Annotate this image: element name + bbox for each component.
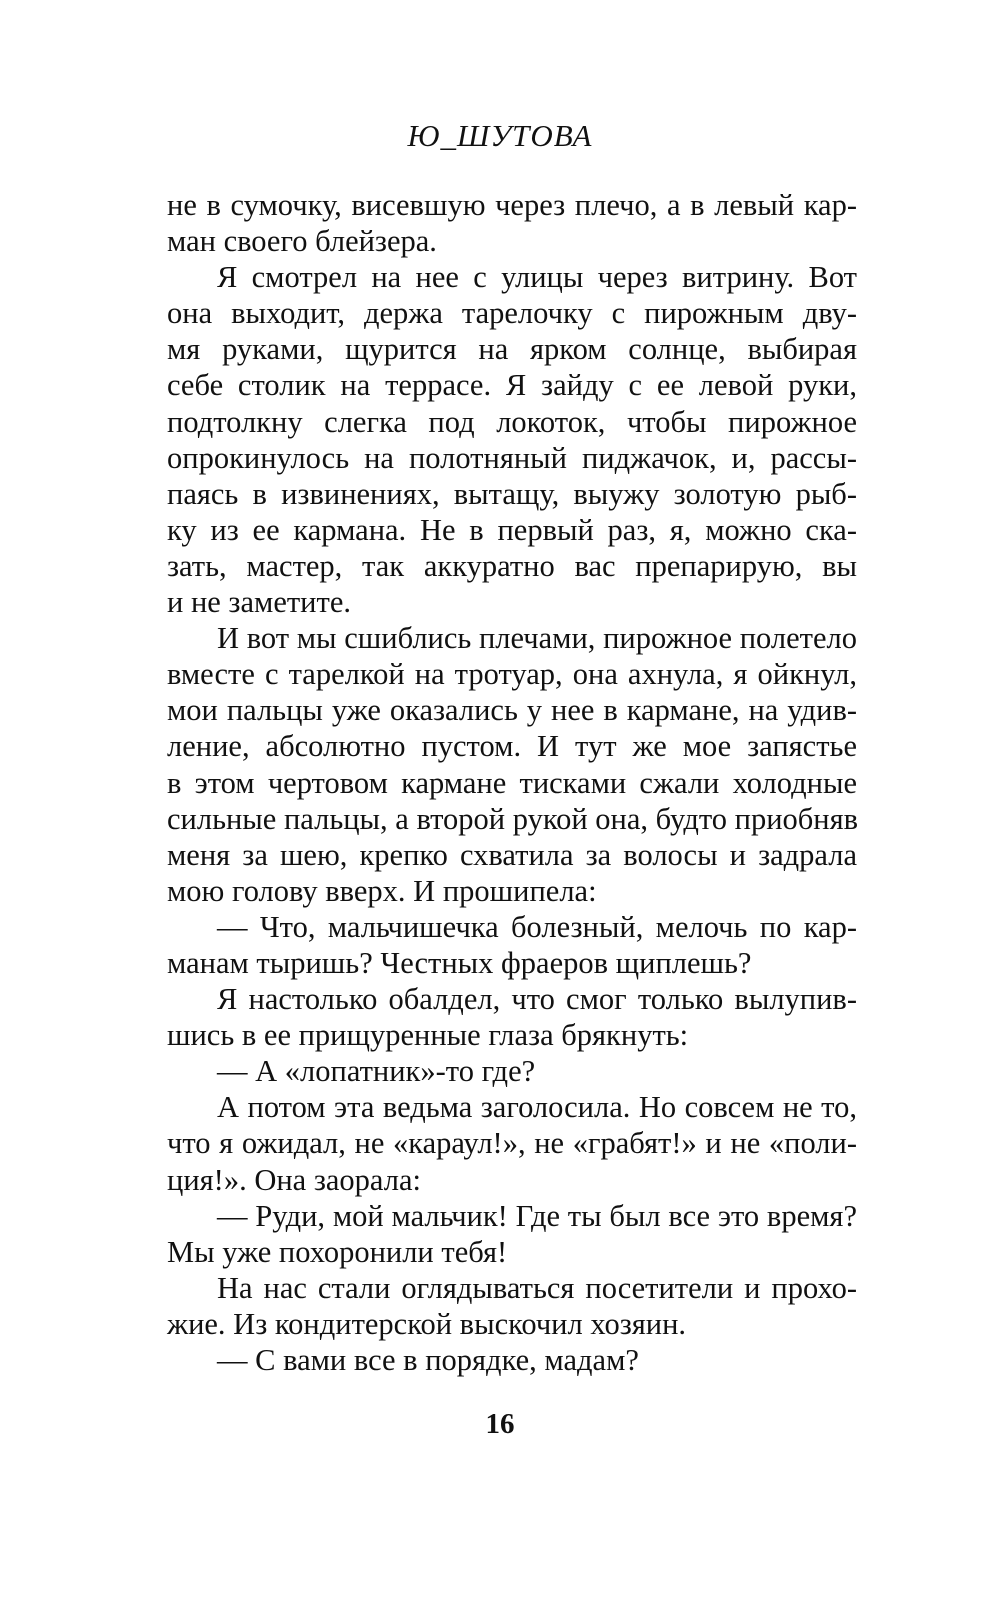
text-line: и не заметите. [167,585,351,620]
text-line: жие. Из кондитерской выскочил хозяин. [167,1306,687,1341]
text-line: Я смотрел на нее с улицы через витрину. Вот [217,260,857,295]
text-block [167,187,857,1378]
text-line: подтолкну слегка под локоток, чтобы пирожное [167,404,857,439]
text-line: не в сумочку, висевшую через плечо, а в левый кар- [167,188,857,222]
text-line: ман своего блейзера. [167,224,437,259]
text-line: ление, абсолютно пустом. И тут же мое запястье [167,729,857,764]
text-line: себе столик на террасе. Я зайду с ее левой руки, [167,368,857,403]
text-line: — Что, мальчишечка болезный, мелочь по кар- [217,909,857,944]
text-line: что я ожидал, не «караул!», не «грабят!» и не «поли- [167,1126,857,1161]
text-line: мои пальцы уже оказались у нее в кармане, на удив- [167,693,857,728]
text-line: ция!». Она заорала: [167,1162,421,1197]
page-number: 16 [485,1408,515,1440]
text-line: ку из ее кармана. Не в первый раз, я, можно ска- [167,512,857,547]
text-line: На нас стали оглядываться посетители и прохо- [217,1270,857,1305]
text-line: Мы уже похоронили тебя! [167,1234,508,1269]
text-line: зать, мастер, так аккуратно вас препарирую, вы [167,548,857,583]
text-line: опрокинулось на полотняный пиджачок, и, рассы- [167,440,857,475]
text-line: Я настолько обалдел, что смог только вылупив- [217,982,857,1017]
text-line: мя руками, щурится на ярком солнце, выбирая [167,332,857,367]
text-line: вместе с тарелкой на тротуар, она ахнула, я ойкнул, [167,657,857,692]
text-line: она выходит, держа тарелочку с пирожным дву- [167,296,857,331]
text-line: в этом чертовом кармане тисками сжали холодные [167,765,857,800]
text-line: мою голову вверх. И прошипела: [167,873,597,908]
text-line: меня за шею, крепко схватила за волосы и задрала [167,837,857,872]
text-line: — Руди, мой мальчик! Где ты был все это время? [217,1198,857,1233]
text-line: — С вами все в порядке, мадам? [217,1343,639,1377]
text-line: шись в ее прищуренные глаза брякнуть: [167,1018,689,1053]
text-line: И вот мы сшиблись плечами, пирожное полетело [217,621,857,656]
text-line: А потом эта ведьма заголосила. Но совсем не то, [217,1090,857,1125]
text-line: манам тыришь? Честных фраеров щиплешь? [167,945,752,980]
running-head: Ю_ШУТОВА [407,118,593,153]
text-line: сильные пальцы, а второй рукой она, будто приобняв [167,801,859,836]
text-line: — А «лопатник»-то где? [217,1054,536,1089]
text-line: паясь в извинениях, вытащу, выужу золотую рыб- [167,476,857,511]
